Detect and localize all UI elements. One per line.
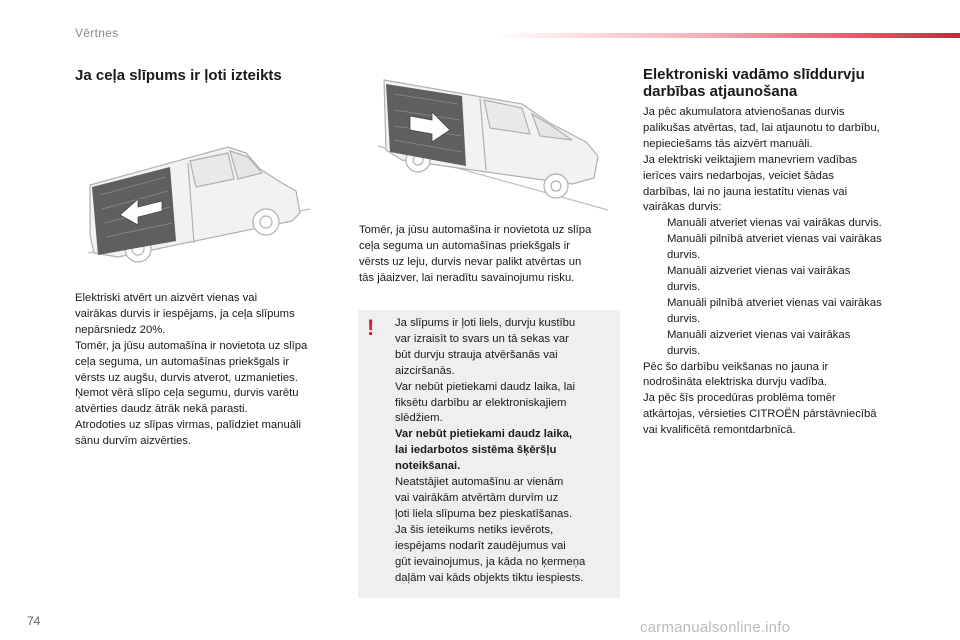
warning-line: Ja slīpums ir ļoti liels, durvju kustību [395,317,576,329]
steps-list [643,216,908,359]
step-text: Manuāli atveriet vienas vai vairākas durvis. [667,217,882,230]
right-line: vai kvalificētā remontdarbnīcā. [643,424,796,437]
left-line: Atrodoties uz slīpas virmas, palīdziet manuāli [75,419,302,432]
warning-bold-line: noteikšanai. [395,460,461,473]
warning-text [395,316,617,586]
right-line: Ja pēc akumulatora atvienošanas durvis [643,106,845,118]
left-line: vairākas durvis ir iespējams, ja ceļa slīpums [75,307,295,320]
middle-body [359,223,619,287]
right-line: Ja pēc šīs procedūras problēma tomēr [643,392,836,405]
left-line: Ņemot vērā slīpo ceļa segumu, durvis varētu [75,387,299,400]
middle-line: ceļa seguma un automašīnas priekšgals ir [359,239,570,252]
right-line: atkārtojas, vērsieties CITROËN pārstāvniecībā [643,408,877,421]
warning-line: Neatstājiet automašīnu ar vienām [395,476,564,489]
warning-line: Var nebūt pietiekami daudz laika, lai [395,380,576,393]
warning-line: gūt ievainojumus, ja kāda no ķermeņa [395,555,586,568]
warning-line: var izraisīt to svars un tā sekas var [395,332,569,345]
step-text: durvis. [667,312,701,325]
left-line: nepārsniedz 20%. [75,323,166,336]
warning-line: iespējams nodarīt zaudējumus vai [395,539,566,552]
right-heading: Elektroniski vadāmo slīddurvju darbības atjaunošana [643,66,865,100]
van-uphill-illustration [78,125,318,280]
van-downhill-illustration [372,74,612,214]
right-line: palikušas atvērtas, tad, lai atjaunotu to darbību, [643,121,880,134]
step-text: Manuāli pilnībā atveriet vienas vai vairākas [667,233,882,246]
middle-line: Tomēr, ja jūsu automašīna ir novietota uz slīpa [359,224,592,236]
middle-line: vērsts uz leju, durvis nevar palikt atvērtas un [359,255,582,268]
left-line: Elektriski atvērt un aizvērt vienas vai [75,292,258,304]
page-number: 74 [27,614,41,628]
warning-line: ļoti liela slīpuma bez pieskatīšanas. [395,507,573,520]
right-line: Ja elektriski veiktajiem manevriem vadības [643,153,858,166]
warning-bold-line: lai iedarbotos sistēma šķēršļu [395,444,557,457]
right-line: Pēc šo darbību veikšanas no jauna ir [643,360,829,373]
section-label: Vērtnes [75,26,119,40]
step-item [643,264,908,296]
step-text: Manuāli pilnībā atveriet vienas vai vairākas [667,296,882,309]
step-item [643,232,908,264]
step-text: durvis. [667,280,701,293]
left-heading: Ja ceļa slīpums ir ļoti izteikts [75,67,282,84]
left-line: sānu durvīm aizvērties. [75,435,192,448]
warning-line: aizciršanās. [395,364,455,377]
right-line: vairākas durvis: [643,201,722,214]
left-line: atvērties daudz ātrāk nekā parasti. [75,403,248,416]
warning-bold-line: Var nebūt pietiekami daudz laika, [395,428,573,441]
watermark: carmanualsonline.info [640,619,791,636]
right-line: ierīces vairs nedarbojas, veiciet šādas [643,169,834,182]
left-line: Tomēr, ja jūsu automašīna ir novietota uz slīpa [75,339,308,352]
step-text: Manuāli aizveriet vienas vai vairākas [667,328,851,341]
step-text: Manuāli aizveriet vienas vai vairākas [667,265,851,278]
warning-line: Ja šis ieteikums netiks ievērots, [395,523,554,536]
left-line: vērsts uz augšu, durvis atverot, uzmanieties. [75,371,298,384]
warning-exclamation-icon: ! [367,315,375,340]
right-line: nodrošināta elektriska durvju vadība. [643,376,827,389]
left-line: ceļa seguma, un automašīnas priekšgals ir [75,355,290,368]
step-item [643,296,908,328]
warning-line: daļām vai kāds objekts tiktu iespiests. [395,571,584,584]
step-item [643,328,908,360]
step-item [643,216,908,232]
header-accent-bar [495,33,960,38]
right-body [643,105,908,439]
warning-line: vai vairākām atvērtām durvīm uz [395,491,559,504]
warning-line: būt durvju strauja atvēršanās vai [395,348,558,361]
warning-line: slēdžiem. [395,412,443,425]
step-text: durvis. [667,249,701,262]
right-line: darbības, lai no jauna iestatītu vienas vai [643,185,848,198]
left-body [75,291,345,450]
step-text: durvis. [667,344,701,357]
middle-line: tās jāaizver, lai neradītu savainojumu risku. [359,271,575,284]
warning-line: fiksētu darbību ar elektroniskajiem [395,396,567,409]
right-line: nepieciešams tās aizvērt manuāli. [643,137,813,150]
